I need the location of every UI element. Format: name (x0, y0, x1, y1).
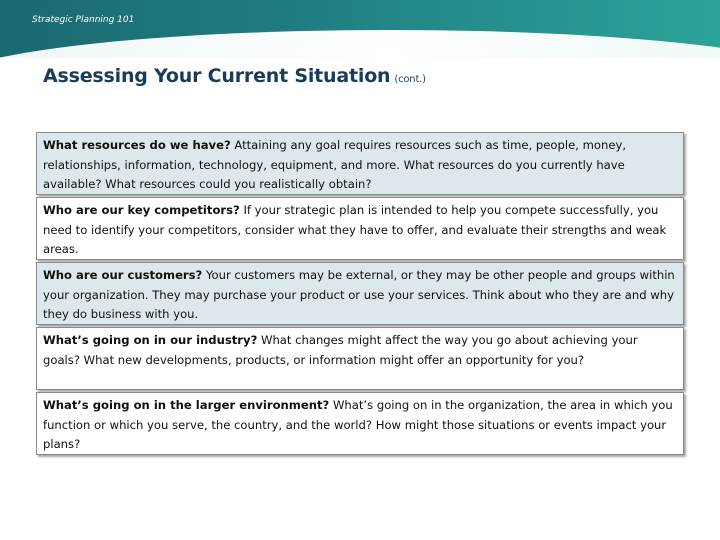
slide-title-text: Assessing Your Current Situation (43, 65, 391, 87)
section-question: What’s going on in the larger environment? (43, 398, 330, 412)
slide-title-suffix: (cont.) (394, 74, 426, 85)
course-title: Strategic Planning 101 (32, 15, 135, 25)
section-resources (36, 132, 684, 195)
section-text: Attaining any goal requires resources such as time, people, money, relationships, information, technology, equipment, and more. What resources do you currently have available? What resources could you realistically obtain? (43, 138, 627, 191)
section-text: Your customers may be external, or they may be other people and groups within your organization. They may purchase your product or use your services. Think about who they are and why they do business with you. (43, 268, 675, 321)
section-environment (36, 392, 684, 455)
header-bar (0, 0, 720, 58)
section-question: What’s going on in our industry? (43, 333, 258, 347)
section-customers (36, 262, 684, 325)
section-text: If your strategic plan is intended to help you compete successfully, you need to identify your competitors, consider what they have to offer, and evaluate their strengths and weak areas. (43, 203, 667, 256)
header-swoosh (0, 30, 720, 58)
section-question: Who are our key competitors? (43, 203, 240, 217)
section-industry (36, 327, 684, 390)
section-competitors (36, 197, 684, 260)
section-text: What changes might affect the way you go about achieving your goals? What new developments, products, or information might offer an opportunity for you? (43, 333, 638, 367)
section-question: What resources do we have? (43, 138, 231, 152)
section-question: Who are our customers? (43, 268, 203, 282)
slide-title (43, 65, 426, 87)
section-text: What’s going on in the organization, the area in which you function or which you serve, the country, and the world? How might those situations or events impact your plans? (43, 398, 673, 451)
